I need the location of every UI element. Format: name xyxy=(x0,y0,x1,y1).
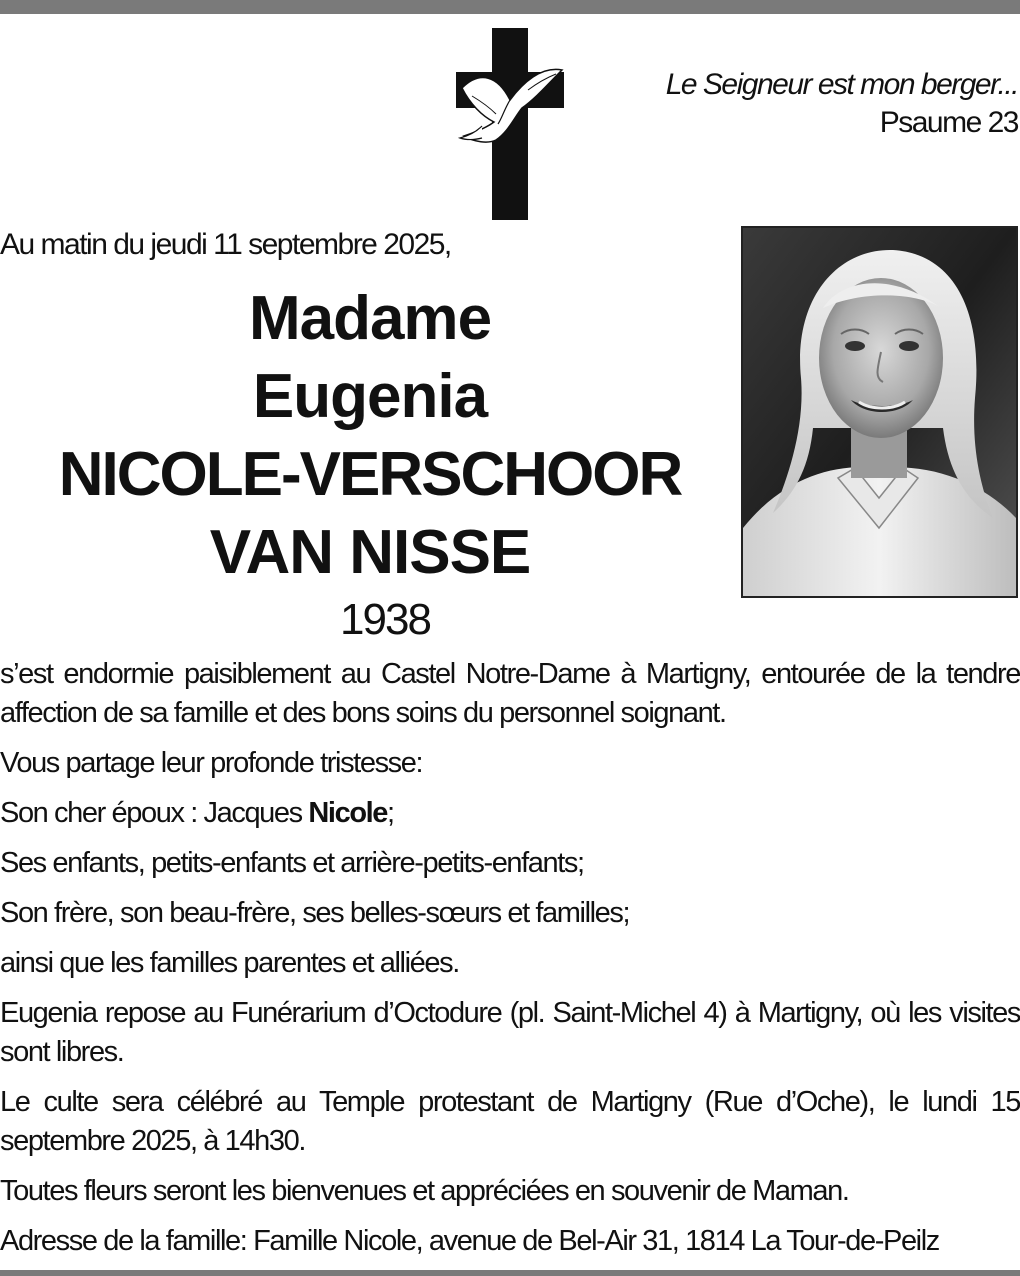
deceased-last-name-2: VAN NISSE xyxy=(209,518,531,587)
top-rule xyxy=(0,0,1020,14)
portrait-photo xyxy=(741,226,1018,598)
spouse-line xyxy=(0,794,1020,833)
spouse-surname: Nicole xyxy=(308,797,388,829)
siblings-line: Son frère, son beau-frère, ses belles-sœurs et familles; xyxy=(0,897,630,929)
family-address: Adresse de la famille: Famille Nicole, avenue de Bel-Air 31, 1814 La Tour-de-Peilz xyxy=(0,1225,939,1257)
epigraph-verse: Le Seigneur est mon berger... xyxy=(665,68,1018,101)
cross-with-dove-icon xyxy=(452,28,568,220)
flowers-line: Toutes fleurs seront les bienvenues et appréciées en souvenir de Maman. xyxy=(0,1175,849,1207)
funeral-home-paragraph: Eugenia repose au Funérarium d’Octodure (pl. Saint-Michel 4) à Martigny, où les visites sont libres. xyxy=(0,997,1020,1068)
intro-line: Au matin du jeudi 11 septembre 2025, xyxy=(0,228,451,261)
deceased-first-name: Eugenia xyxy=(252,362,488,431)
relatives-line: ainsi que les familles parentes et alliées. xyxy=(0,947,459,979)
children-line: Ses enfants, petits-enfants et arrière-petits-enfants; xyxy=(0,847,584,879)
service-paragraph: Le culte sera célébré au Temple protestant de Martigny (Rue d’Oche), le lundi 15 septembre 2025, à 14h30. xyxy=(0,1086,1020,1157)
deceased-last-name-1: NICOLE-VERSCHOOR xyxy=(58,440,682,509)
family-intro: Vous partage leur profonde tristesse: xyxy=(0,747,423,779)
spouse-suffix: ; xyxy=(387,797,394,829)
birth-year: 1938 xyxy=(340,595,430,644)
obituary-body xyxy=(0,655,1020,1272)
epigraph-reference: Psaume 23 xyxy=(879,106,1018,139)
spouse-prefix: Son cher époux : Jacques xyxy=(0,797,309,829)
deceased-title: Madame xyxy=(248,284,492,353)
deceased-name xyxy=(30,280,710,592)
passing-paragraph: s’est endormie paisiblement au Castel Notre-Dame à Martigny, entourée de la tendre affection de sa famille et des bons soins du personnel soignant. xyxy=(0,658,1020,729)
epigraph xyxy=(666,66,1018,142)
bottom-rule xyxy=(0,1270,1020,1276)
